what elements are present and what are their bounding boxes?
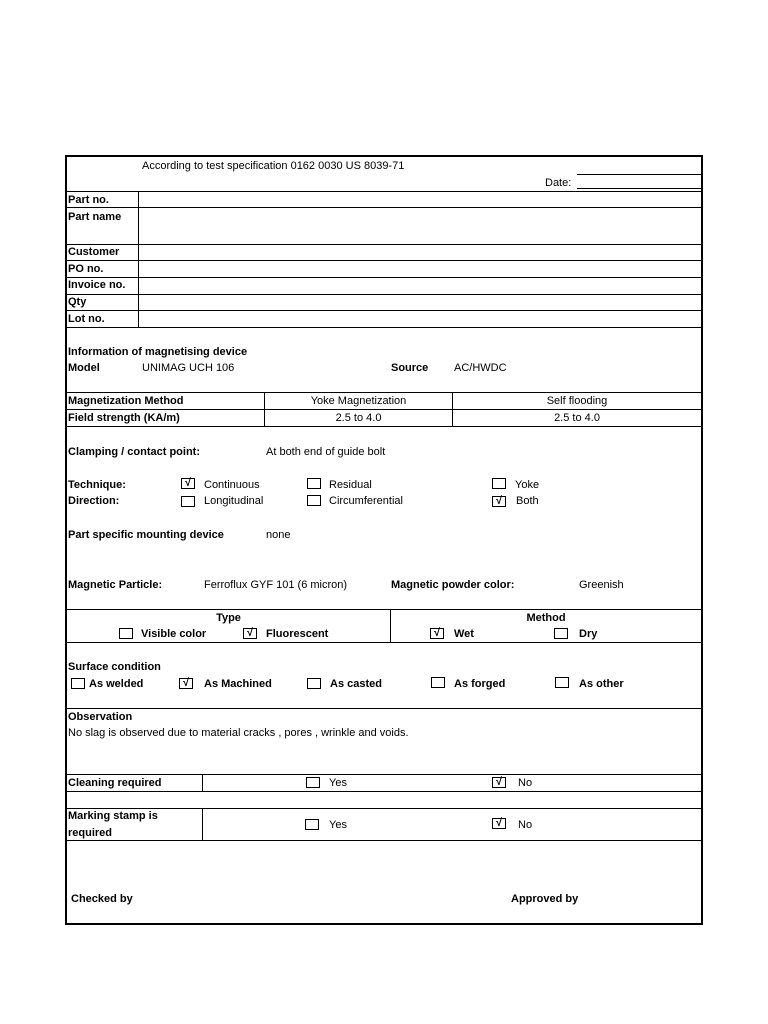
rule	[67, 191, 701, 192]
model-value: UNIMAG UCH 106	[142, 362, 235, 374]
rule	[202, 808, 203, 840]
magnetization-method-label: Magnetization Method	[68, 395, 184, 407]
rule	[67, 642, 701, 643]
clamping-value: At both end of guide bolt	[266, 446, 386, 458]
model-label: Model	[68, 362, 100, 374]
inspection-form	[65, 155, 703, 925]
rule	[67, 294, 701, 295]
as-machined-checkbox[interactable]: √	[179, 678, 193, 689]
marking-no-label: No	[518, 819, 533, 831]
residual-checkbox[interactable]	[307, 478, 321, 489]
continuous-checkbox[interactable]: √	[181, 478, 195, 489]
field-strength-yoke: 2.5 to 4.0	[335, 412, 382, 424]
source-value: AC/HWDC	[454, 362, 507, 374]
both-checkbox[interactable]: √	[492, 496, 506, 507]
dry-label: Dry	[579, 628, 598, 640]
as-machined-label: As Machined	[204, 678, 272, 690]
rule	[67, 327, 701, 328]
date-field[interactable]	[577, 188, 703, 189]
longitudinal-label: Longitudinal	[204, 495, 264, 507]
cleaning-yes-label: Yes	[329, 777, 347, 789]
cleaning-no-checkbox[interactable]: √	[492, 777, 506, 788]
marking-stamp-label-line2: required	[68, 827, 113, 839]
yoke-magnetization-header: Yoke Magnetization	[310, 395, 407, 407]
surface-condition-label: Surface condition	[68, 661, 161, 673]
source-label: Source	[391, 362, 429, 374]
as-forged-checkbox[interactable]	[431, 677, 445, 688]
as-casted-label: As casted	[330, 678, 382, 690]
powder-color-label: Magnetic powder color:	[391, 579, 515, 591]
rule	[67, 774, 701, 775]
yoke-label: Yoke	[515, 479, 540, 491]
invoice-no-label: Invoice no.	[68, 279, 126, 291]
field-strength-label: Field strength (KA/m)	[68, 412, 180, 424]
cleaning-required-label: Cleaning required	[68, 777, 162, 789]
direction-label: Direction:	[68, 495, 120, 507]
rule	[67, 791, 701, 792]
checked-by-label: Checked by	[71, 893, 133, 905]
qty-label: Qty	[68, 296, 87, 308]
continuous-label: Continuous	[204, 479, 260, 491]
rule	[202, 774, 203, 791]
lot-no-label: Lot no.	[68, 313, 105, 325]
date-line-top	[577, 174, 703, 175]
self-flooding-header: Self flooding	[546, 395, 608, 407]
fluorescent-label: Fluorescent	[266, 628, 329, 640]
residual-label: Residual	[329, 479, 372, 491]
rule	[67, 840, 701, 841]
rule	[67, 409, 701, 410]
as-other-checkbox[interactable]	[555, 677, 569, 688]
part-no-label: Part no.	[68, 194, 109, 206]
rule	[67, 609, 701, 610]
rule	[67, 244, 701, 245]
powder-color-value: Greenish	[579, 579, 624, 591]
rule	[67, 260, 701, 261]
test-specification: According to test specification 0162 0030 US 8039-71	[142, 160, 405, 172]
as-casted-checkbox[interactable]	[307, 678, 321, 689]
rule	[67, 808, 701, 809]
mounting-label: Part specific mounting device	[68, 529, 224, 541]
marking-yes-checkbox[interactable]	[305, 819, 319, 830]
wet-checkbox[interactable]: √	[430, 628, 444, 639]
technique-label: Technique:	[68, 479, 126, 491]
cleaning-no-label: No	[518, 777, 533, 789]
longitudinal-checkbox[interactable]	[181, 496, 195, 507]
fluorescent-checkbox[interactable]: √	[243, 628, 257, 639]
observation-label: Observation	[68, 711, 133, 723]
rule	[67, 392, 701, 393]
mounting-value: none	[266, 529, 291, 541]
approved-by-label: Approved by	[511, 893, 579, 905]
visible-color-checkbox[interactable]	[119, 628, 133, 639]
both-label: Both	[516, 495, 539, 507]
as-forged-label: As forged	[454, 678, 506, 690]
as-other-label: As other	[579, 678, 624, 690]
po-no-label: PO no.	[68, 263, 104, 275]
dry-checkbox[interactable]	[554, 628, 568, 639]
as-welded-checkbox[interactable]	[71, 678, 85, 689]
magnetic-particle-value: Ferroflux GYF 101 (6 micron)	[204, 579, 348, 591]
rule	[67, 277, 701, 278]
customer-label: Customer	[68, 246, 120, 258]
date-label: Date:	[545, 177, 572, 189]
marking-no-checkbox[interactable]: √	[492, 818, 506, 829]
method-header: Method	[526, 612, 566, 624]
marking-yes-label: Yes	[329, 819, 347, 831]
type-header: Type	[216, 612, 241, 624]
observation-text: No slag is observed due to material cracks , pores , wrinkle and voids.	[68, 727, 409, 739]
rule	[67, 708, 701, 709]
rule	[67, 310, 701, 311]
device-heading: Information of magnetising device	[68, 346, 248, 358]
rule	[67, 426, 701, 427]
wet-label: Wet	[454, 628, 474, 640]
clamping-label: Clamping / contact point:	[68, 446, 200, 458]
yoke-checkbox[interactable]	[492, 478, 506, 489]
magnetic-particle-label: Magnetic Particle:	[68, 579, 163, 591]
marking-stamp-label-line1: Marking stamp is	[68, 810, 158, 822]
part-name-label: Part name	[68, 211, 122, 223]
visible-color-label: Visible color	[141, 628, 207, 640]
rule	[67, 207, 701, 208]
cleaning-yes-checkbox[interactable]	[306, 777, 320, 788]
field-strength-self: 2.5 to 4.0	[554, 412, 600, 424]
as-welded-label: As welded	[89, 678, 144, 690]
circumferential-checkbox[interactable]	[307, 495, 321, 506]
circumferential-label: Circumferential	[329, 495, 403, 507]
